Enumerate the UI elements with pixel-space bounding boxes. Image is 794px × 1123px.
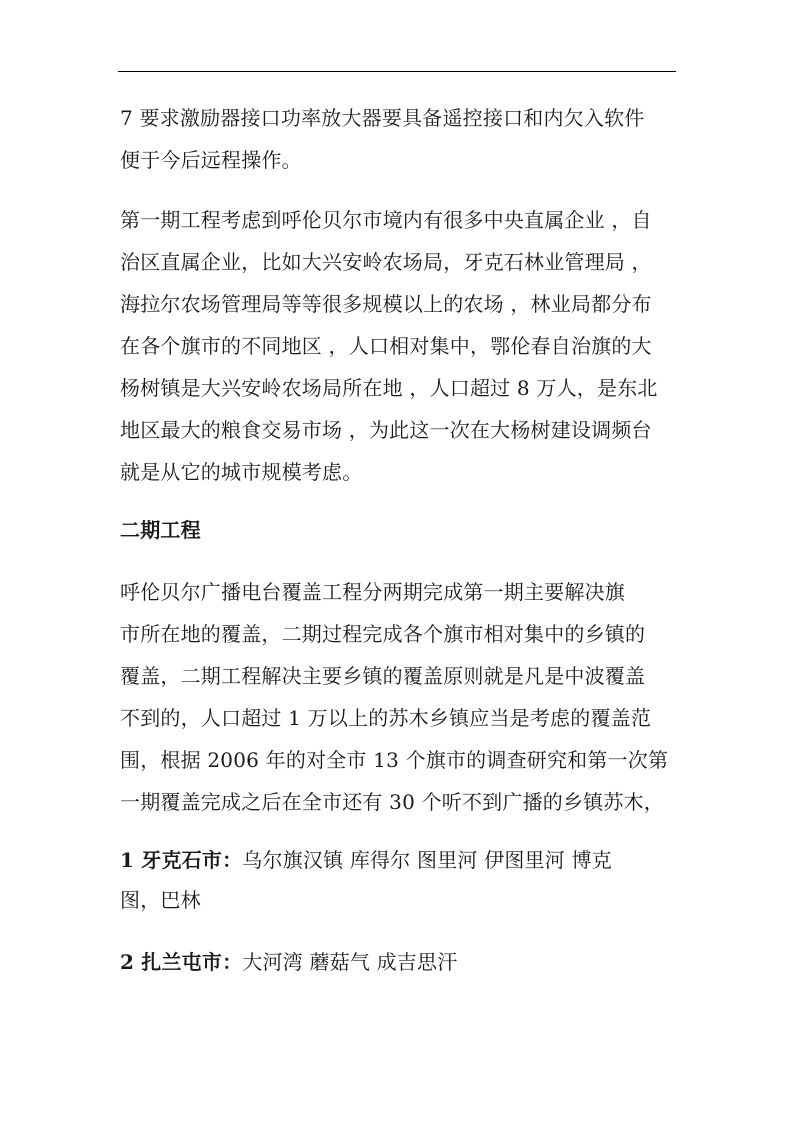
- list-item-label: 2 扎兰屯市：: [120, 950, 243, 974]
- list-item: [120, 948, 457, 976]
- phase1-line-3: 海拉尔农场管理局等等很多规模以上的农场 ，林业局都分布: [120, 292, 652, 316]
- phase1-line-6: 地区最大的粮食交易市场 ，为此这一次在大杨树建设调频台: [120, 418, 652, 442]
- header-rule: [118, 71, 676, 72]
- phase2-line-3: 覆盖，二期工程解决主要乡镇的覆盖原则就是凡是中波覆盖: [120, 664, 646, 688]
- list-item: [120, 846, 612, 874]
- item7-line-1: 7 要求激励器接口功率放大器要具备遥控接口和内欠入软件: [120, 106, 645, 130]
- phase2-line-5: 围，根据 2006 年的对全市 13 个旗市的调查研究和第一次第: [120, 748, 669, 772]
- phase2-heading: 二期工程: [120, 518, 201, 542]
- phase2-line-1: 呼伦贝尔广播电台覆盖工程分两期完成第一期主要解决旗: [120, 580, 625, 604]
- phase2-line-4: 不到的，人口超过 1 万以上的苏木乡镇应当是考虑的覆盖范: [120, 706, 652, 730]
- list-item-text: 大河湾 蘑菇气 成吉思汗: [242, 950, 458, 974]
- list-item-text: 乌尔旗汉镇 库得尔 图里河 伊图里河 博克: [242, 848, 612, 872]
- phase1-line-4: 在各个旗市的不同地区 ，人口相对集中，鄂伦春自治旗的大: [120, 334, 652, 358]
- list-item-continuation: 图，巴林: [120, 888, 201, 912]
- phase1-line-7: 就是从它的城市规模考虑。: [120, 460, 363, 484]
- phase1-line-5: 杨树镇是大兴安岭农场局所在地 ，人口超过 8 万人，是东北: [120, 376, 658, 400]
- phase2-line-2: 市所在地的覆盖，二期过程完成各个旗市相对集中的乡镇的: [120, 622, 646, 646]
- phase1-line-1: 第一期工程考虑到呼伦贝尔市境内有很多中央直属企业 ，自: [120, 208, 652, 232]
- item7-line-2: 便于今后远程操作。: [120, 148, 302, 172]
- phase2-line-6: 一期覆盖完成之后在全市还有 30 个听不到广播的乡镇苏木，: [120, 790, 664, 814]
- list-item-label: 1 牙克石市：: [120, 848, 243, 872]
- phase1-line-2: 治区直属企业，比如大兴安岭农场局，牙克石林业管理局 ，: [120, 250, 652, 274]
